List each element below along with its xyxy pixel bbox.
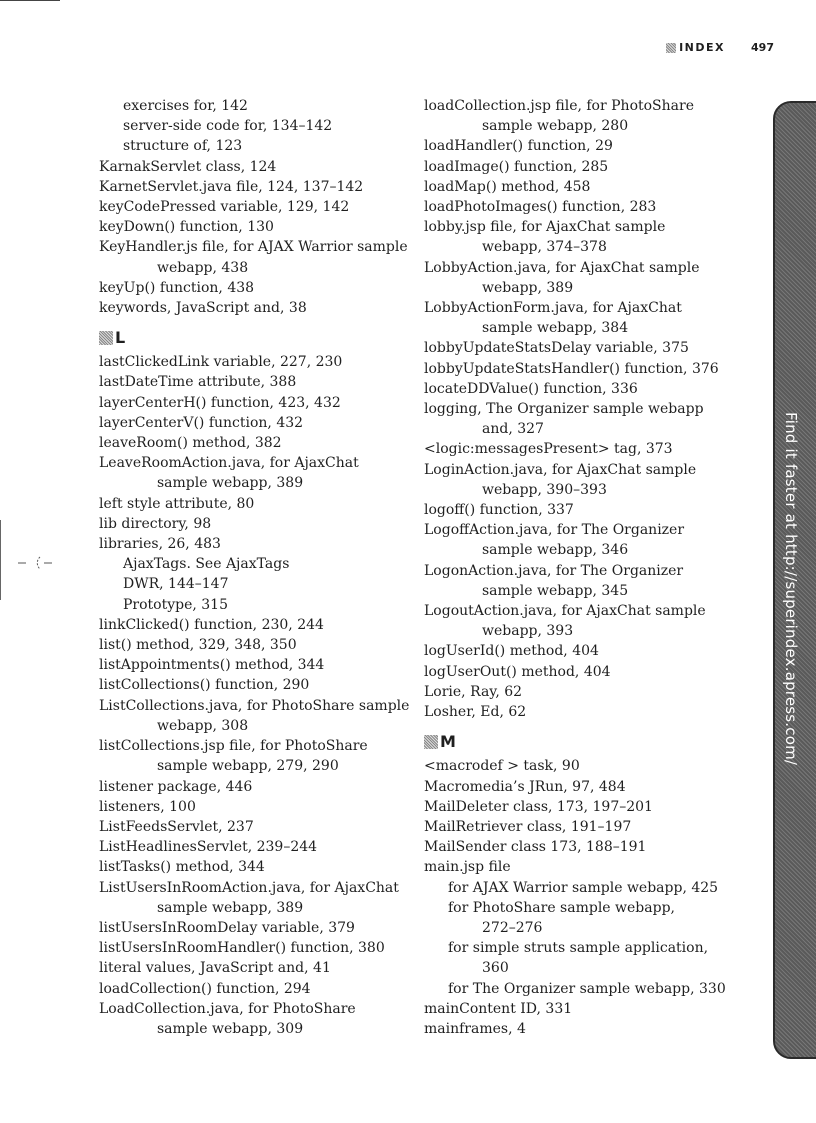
index-entry: ListCollections.java, for PhotoShare sample bbox=[99, 697, 410, 714]
index-entry: LogonAction.java, for The Organizer bbox=[424, 562, 684, 579]
index-entry: libraries, 26, 483 bbox=[99, 536, 221, 553]
index-column-left bbox=[99, 96, 410, 1039]
index-entry: LobbyActionForm.java, for AjaxChat bbox=[424, 300, 682, 317]
index-entry: lastClickedLink variable, 227, 230 bbox=[99, 354, 343, 371]
page-number: 497 bbox=[751, 41, 774, 54]
index-entry: loadMap() method, 458 bbox=[424, 178, 591, 195]
index-subentry: server-side code for, 134–142 bbox=[123, 118, 333, 135]
index-entry-continuation: webapp, 308 bbox=[157, 717, 249, 734]
index-entry: listCollections() function, 290 bbox=[99, 677, 310, 694]
index-entry: LogoffAction.java, for The Organizer bbox=[424, 522, 685, 539]
index-entry: logging, The Organizer sample webapp bbox=[424, 401, 704, 418]
index-column-right bbox=[424, 96, 744, 1039]
registration-mark-icon bbox=[14, 548, 54, 578]
index-entry: mainContent ID, 331 bbox=[424, 1000, 573, 1017]
index-subentry: for The Organizer sample webapp, 330 bbox=[448, 980, 726, 997]
index-entry: loadImage() function, 285 bbox=[424, 158, 609, 175]
index-entry: ListUsersInRoomAction.java, for AjaxChat bbox=[99, 879, 399, 896]
index-entry-continuation: webapp, 389 bbox=[482, 279, 574, 296]
index-subentry: exercises for, 142 bbox=[123, 98, 248, 114]
running-header bbox=[666, 41, 774, 54]
index-entry: locateDDValue() function, 336 bbox=[424, 380, 638, 397]
index-entry: KarnakServlet class, 124 bbox=[99, 158, 277, 175]
index-subentry: for PhotoShare sample webapp, bbox=[448, 899, 675, 916]
index-entry-continuation: webapp, 374–378 bbox=[482, 239, 607, 256]
index-entry: LogoutAction.java, for AjaxChat sample bbox=[424, 603, 706, 620]
index-entry: keywords, JavaScript and, 38 bbox=[99, 300, 307, 317]
index-entry: mainframes, 4 bbox=[424, 1020, 526, 1037]
index-entry: MailDeleter class, 173, 197–201 bbox=[424, 798, 653, 815]
letter-text: M bbox=[440, 732, 456, 752]
index-entry: lobby.jsp file, for AjaxChat sample bbox=[424, 219, 666, 236]
index-entry-continuation: sample webapp, 389 bbox=[157, 475, 304, 492]
index-entry: lib directory, 98 bbox=[99, 515, 212, 532]
index-entry-continuation: sample webapp, 346 bbox=[482, 542, 629, 559]
section-title: INDEX bbox=[679, 41, 726, 54]
index-entry: ListHeadlinesServlet, 239–244 bbox=[99, 839, 318, 856]
index-subentry: AjaxTags. See AjaxTags bbox=[123, 556, 290, 573]
crop-line bbox=[0, 520, 1, 600]
letter-marker-icon bbox=[424, 735, 438, 749]
index-entry: MailRetriever class, 191–197 bbox=[424, 818, 632, 835]
section-marker-icon bbox=[666, 43, 676, 53]
index-entry: layerCenterH() function, 423, 432 bbox=[99, 394, 341, 411]
index-entry: linkClicked() function, 230, 244 bbox=[99, 616, 324, 633]
index-entry-continuation: webapp, 390–393 bbox=[482, 481, 607, 498]
index-entry: leaveRoom() method, 382 bbox=[99, 435, 282, 452]
index-subentry: Prototype, 315 bbox=[123, 596, 228, 613]
index-entry-continuation: sample webapp, 384 bbox=[482, 320, 629, 337]
index-entry: listeners, 100 bbox=[99, 798, 196, 815]
index-entry: LoadCollection.java, for PhotoShare bbox=[99, 1000, 356, 1017]
index-entry: logUserOut() method, 404 bbox=[424, 663, 611, 680]
letter-text: L bbox=[115, 328, 126, 348]
index-entry: loadHandler() function, 29 bbox=[424, 138, 613, 155]
index-entry: <logic:messagesPresent> tag, 373 bbox=[424, 441, 673, 458]
index-entry-continuation: sample webapp, 345 bbox=[482, 582, 629, 599]
index-entry: listTasks() method, 344 bbox=[99, 859, 265, 876]
index-entry-continuation: sample webapp, 309 bbox=[157, 1020, 304, 1037]
index-entry: lobbyUpdateStatsDelay variable, 375 bbox=[424, 340, 689, 357]
index-entry: keyCodePressed variable, 129, 142 bbox=[99, 199, 350, 216]
index-entry: logoff() function, 337 bbox=[424, 502, 574, 519]
index-entry-continuation: sample webapp, 389 bbox=[157, 899, 304, 916]
index-entry: keyDown() function, 130 bbox=[99, 219, 274, 236]
index-entry: logUserId() method, 404 bbox=[424, 643, 599, 660]
index-subentry: structure of, 123 bbox=[123, 138, 243, 155]
index-entry: keyUp() function, 438 bbox=[99, 279, 255, 296]
index-entry: Macromedia’s JRun, 97, 484 bbox=[424, 778, 626, 795]
index-subentry: for AJAX Warrior sample webapp, 425 bbox=[448, 879, 719, 896]
crop-line bbox=[0, 0, 60, 1]
index-entry: LeaveRoomAction.java, for AjaxChat bbox=[99, 455, 359, 472]
index-entry-continuation: webapp, 438 bbox=[157, 259, 249, 276]
index-entry-continuation: and, 327 bbox=[482, 421, 544, 438]
index-entry-continuation: webapp, 393 bbox=[482, 623, 574, 640]
index-entry: Lorie, Ray, 62 bbox=[424, 683, 523, 700]
index-entry-continuation: 360 bbox=[482, 960, 509, 977]
index-entry: LoginAction.java, for AjaxChat sample bbox=[424, 461, 697, 478]
index-entry: Losher, Ed, 62 bbox=[424, 704, 527, 721]
index-entry: <macrodef > task, 90 bbox=[424, 758, 580, 775]
index-entry: listener package, 446 bbox=[99, 778, 253, 795]
index-subentry: for simple struts sample application, bbox=[448, 940, 709, 957]
index-letter-heading bbox=[424, 731, 744, 753]
index-letter-heading bbox=[99, 327, 404, 349]
index-entry: LobbyAction.java, for AjaxChat sample bbox=[424, 259, 700, 276]
index-entry: ListFeedsServlet, 237 bbox=[99, 818, 254, 835]
index-entry: loadPhotoImages() function, 283 bbox=[424, 199, 657, 216]
index-entry: lastDateTime attribute, 388 bbox=[99, 374, 297, 391]
index-entry: list() method, 329, 348, 350 bbox=[99, 637, 297, 654]
index-entry: loadCollection() function, 294 bbox=[99, 980, 311, 997]
index-entry: listUsersInRoomDelay variable, 379 bbox=[99, 919, 355, 936]
index-entry-continuation: 272–276 bbox=[482, 919, 543, 936]
index-entry: KeyHandler.js file, for AJAX Warrior sample bbox=[99, 239, 408, 256]
index-entry: lobbyUpdateStatsHandler() function, 376 bbox=[424, 360, 719, 377]
thumb-tab-text: Find it faster at http://superindex.apress.com/ bbox=[782, 412, 800, 766]
index-entry: main.jsp file bbox=[424, 859, 511, 876]
index-entry: literal values, JavaScript and, 41 bbox=[99, 960, 331, 977]
index-entry: loadCollection.jsp file, for PhotoShare bbox=[424, 98, 694, 114]
index-subentry: DWR, 144–147 bbox=[123, 576, 229, 593]
index-entry-continuation: sample webapp, 280 bbox=[482, 118, 629, 135]
index-entry: listCollections.jsp file, for PhotoShare bbox=[99, 738, 368, 755]
index-entry: layerCenterV() function, 432 bbox=[99, 414, 304, 431]
index-entry: KarnetServlet.java file, 124, 137–142 bbox=[99, 178, 364, 195]
index-entry: listAppointments() method, 344 bbox=[99, 657, 325, 674]
index-entry: left style attribute, 80 bbox=[99, 495, 255, 512]
index-entry: listUsersInRoomHandler() function, 380 bbox=[99, 940, 385, 957]
index-entry-continuation: sample webapp, 279, 290 bbox=[157, 758, 339, 775]
letter-marker-icon bbox=[99, 331, 113, 345]
index-entry: MailSender class 173, 188–191 bbox=[424, 839, 647, 856]
